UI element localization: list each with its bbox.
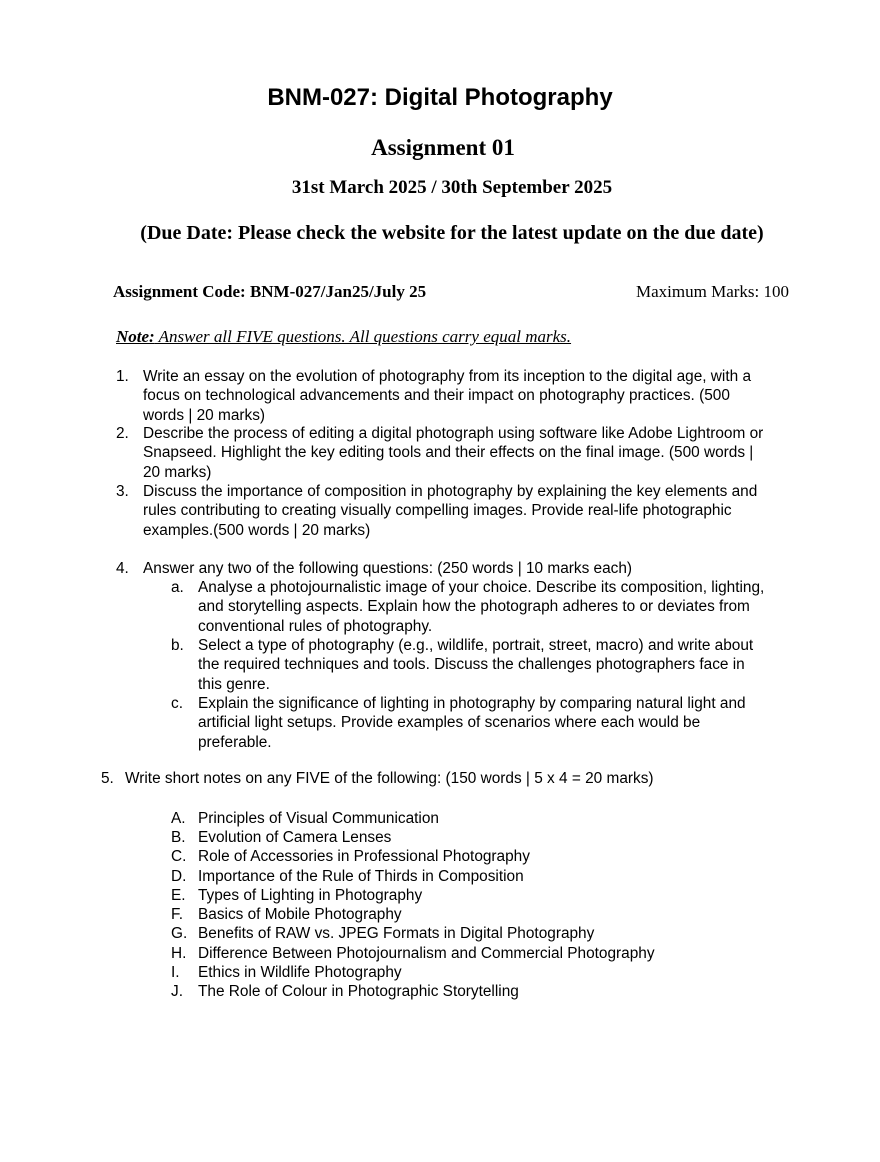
question-number: 2.: [116, 425, 129, 442]
question-number: 4.: [116, 560, 129, 577]
question-line: words | 20 marks): [143, 406, 266, 424]
topic-text: Principles of Visual Communication: [198, 810, 439, 827]
topic-text: Types of Lighting in Photography: [198, 887, 423, 904]
topic-letter: G.: [171, 925, 188, 942]
subquestion-text: [198, 578, 764, 636]
topic-text: Ethics in Wildlife Photography: [198, 964, 402, 981]
subquestion-letter: b.: [171, 637, 184, 654]
subquestion-text: [198, 636, 753, 694]
maximum-marks: Maximum Marks: 100: [636, 282, 789, 301]
subquestion-line: Select a type of photography (e.g., wildlife, portrait, street, macro) and write about: [198, 637, 754, 654]
topic-text: Benefits of RAW vs. JPEG Formats in Digital Photography: [198, 925, 595, 942]
subquestion-line: and storytelling aspects. Explain how the photograph adheres to or deviates from: [198, 598, 750, 616]
assignment-code: Assignment Code: BNM-027/Jan25/July 25: [113, 282, 427, 301]
question-line: 20 marks): [143, 463, 212, 481]
question-number: 5.: [101, 770, 114, 787]
question-line: Discuss the importance of composition in photography by explaining the key elements and: [143, 483, 758, 500]
question-line: rules contributing to creating visually compelling images. Provide real-life photographic: [143, 502, 732, 520]
question-text: [143, 482, 757, 540]
topic-text: The Role of Colour in Photographic Storytelling: [198, 983, 519, 1000]
topic-letter: E.: [171, 887, 186, 904]
due-date-note: (Due Date: Please check the website for the latest update on the due date): [140, 222, 764, 244]
document-title: BNM-027: Digital Photography: [267, 84, 613, 111]
assignment-heading: Assignment 01: [371, 135, 515, 160]
question-text: Answer any two of the following questions: (250 words | 10 marks each): [143, 560, 633, 577]
topic-text: Basics of Mobile Photography: [198, 906, 402, 923]
note-label: Note:: [116, 327, 155, 346]
topic-letter: A.: [171, 810, 186, 827]
subquestion-text: [198, 694, 746, 752]
subquestion-line: the required techniques and tools. Discuss the challenges photographers face in: [198, 656, 745, 674]
topic-letter: H.: [171, 945, 187, 962]
subquestion-line: this genre.: [198, 675, 270, 693]
topic-letter: F.: [171, 906, 183, 923]
subquestion-line: preferable.: [198, 733, 272, 751]
question-text: Write short notes on any FIVE of the following: (150 words | 5 x 4 = 20 marks): [125, 770, 654, 787]
topic-letter: I.: [171, 964, 180, 981]
subquestion-letter: c.: [171, 695, 183, 712]
question-line: Describe the process of editing a digital photograph using software like Adobe Lightroom or: [143, 425, 764, 442]
subquestion-line: Explain the significance of lighting in photography by comparing natural light and: [198, 695, 746, 712]
topic-text: Role of Accessories in Professional Photography: [198, 848, 530, 865]
topic-text: Evolution of Camera Lenses: [198, 829, 392, 846]
topic-letter: B.: [171, 829, 186, 846]
subquestion-letter: a.: [171, 579, 184, 596]
subquestion-line: conventional rules of photography.: [198, 617, 433, 635]
subquestion-line: Analyse a photojournalistic image of your choice. Describe its composition, lighting,: [198, 579, 765, 596]
topic-letter: J.: [171, 983, 183, 1000]
assignment-dates: 31st March 2025 / 30th September 2025: [291, 177, 613, 198]
instructions-note: [116, 327, 571, 347]
topic-letter: D.: [171, 868, 187, 885]
question-line: Snapseed. Highlight the key editing tools and their effects on the final image. (500 words |: [143, 444, 754, 462]
subquestion-line: artificial light setups. Provide examples of scenarios where each would be: [198, 714, 701, 732]
topic-text: Importance of the Rule of Thirds in Composition: [198, 868, 524, 885]
question-line: examples.(500 words | 20 marks): [143, 521, 371, 539]
topic-text: Difference Between Photojournalism and Commercial Photography: [198, 945, 655, 962]
question-text: [143, 424, 763, 482]
question-line: Write an essay on the evolution of photography from its inception to the digital age, with a: [143, 368, 752, 385]
question-line: focus on technological advancements and their impact on photography practices. (500: [143, 387, 730, 405]
question-number: 1.: [116, 368, 129, 385]
note-text: Answer all FIVE questions. All questions carry equal marks.: [154, 327, 572, 346]
topic-letter: C.: [171, 848, 187, 865]
question-number: 3.: [116, 483, 129, 500]
question-text: [143, 367, 751, 425]
